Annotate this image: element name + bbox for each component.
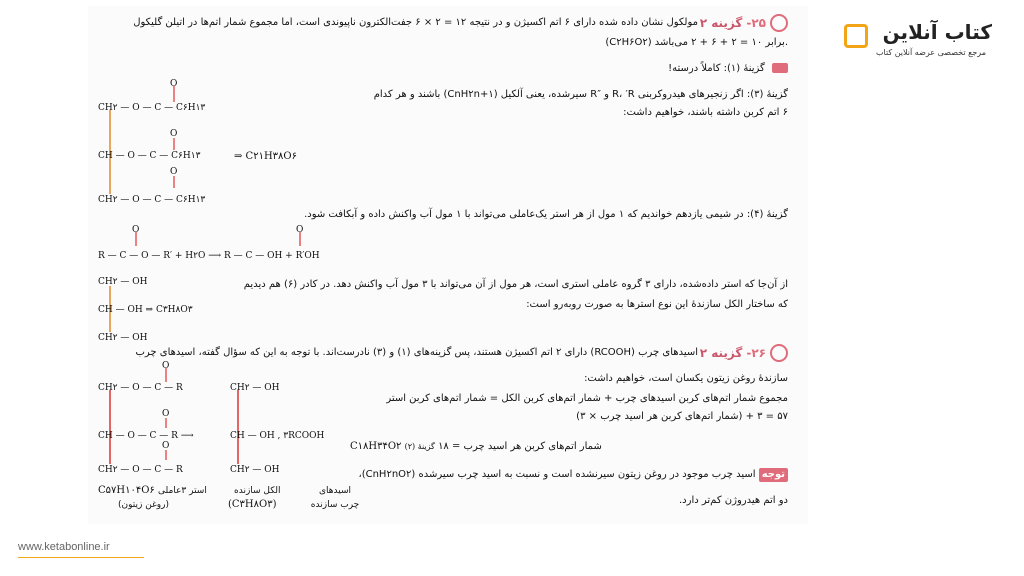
test-tubes-icon bbox=[772, 63, 788, 73]
logo-name: کتاب آنلاین bbox=[882, 20, 992, 44]
q26-line1: اسیدهای چرب (RCOOH) دارای ۲ اتم اکسیژن هستند، پس گزینه‌های (۱) و (۳) نادرست‌اند. با توجه به این که سؤال گفته، اسیدهای چرب bbox=[135, 347, 698, 358]
glycerol-structure bbox=[96, 272, 256, 348]
q25-p2: که ساختار الکل سازندهٔ این نوع استرها به صورت روبه‌رو است: bbox=[526, 299, 788, 310]
glycerol-mid: CH — OH ⇒ C۳H۸O۳ bbox=[98, 305, 193, 315]
q26-line5-option: گزینهٔ (۲) bbox=[404, 442, 435, 451]
url-underline bbox=[18, 557, 144, 558]
answer-label: گزینه ۲ bbox=[699, 16, 743, 30]
triester-bot: CH۲ — O — C — C۶H۱۳ bbox=[98, 195, 206, 205]
q25-opt4: گزینهٔ (۴): در شیمی یازدهم خواندیم که ۱ مول از هر استر یک‌عاملی می‌تواند با ۱ مول آب واکنش داده و آبکافت شود. bbox=[304, 209, 788, 220]
oil-bot: CH۲ — O — C — R bbox=[98, 465, 183, 475]
brand-logo[interactable] bbox=[840, 18, 1000, 60]
q26-line5-formula: C۱۸H۳۴O۲ bbox=[350, 441, 402, 452]
triester-mid: CH — O — C — C۶H۱۳ bbox=[98, 151, 201, 161]
q26-line3: مجموع شمار اتم‌های کربن اسیدهای چرب + شمار اتم‌های کربن الکل = شمار اتم‌های کربن استر bbox=[386, 393, 788, 404]
q25-line1: مولکول نشان داده شده دارای ۶ اتم اکسیژن و در نتیجه ۱۲ = ۲ × ۶ جفت‌الکترون ناپیوندی است، اما مجموع شمار اتم‌ها در اتیلن گلیکول bbox=[133, 17, 698, 28]
q25-opt3b: ۶ اتم کربن داشته باشند، خواهیم داشت: bbox=[623, 107, 788, 118]
q26-line4: ۵۷ = ۳ + (شمار اتم‌های کربن هر اسید چرب × ۳) bbox=[576, 411, 788, 422]
q26-note1-text: اسید چرب موجود در روغن زیتون سیرنشده است و نسبت به اسید چرب سیرشده (CnH۲nO۲)، bbox=[358, 469, 756, 480]
svg-text:O: O bbox=[162, 361, 170, 371]
svg-text:O: O bbox=[170, 129, 178, 139]
q26-note1 bbox=[358, 468, 788, 482]
gly2-bot: CH۲ — OH bbox=[230, 465, 280, 475]
watermark-url[interactable]: www.ketabonline.ir bbox=[18, 541, 110, 553]
q25-opt1-text: گزینهٔ (۱): کاملاً درسته! bbox=[668, 63, 765, 74]
question-number: ۲۵- bbox=[746, 16, 766, 30]
q26-line5-text: شمار اتم‌های کربن هر اسید چرب = ۱۸ bbox=[438, 441, 602, 452]
oil-top: CH۲ — O — C — R bbox=[98, 383, 183, 393]
logo-tagline: مرجع تخصصی عرضه آنلاین کتاب bbox=[875, 48, 986, 57]
glycerol-top: CH۲ — OH bbox=[98, 277, 148, 287]
q26-note2: دو اتم هیدروژن کم‌تر دارد. bbox=[679, 495, 788, 506]
svg-text:O: O bbox=[170, 79, 178, 89]
gly2-top: CH۲ — OH bbox=[230, 383, 280, 393]
svg-text:O: O bbox=[170, 167, 178, 177]
q25-line2: (C۲H۶O۲) برابر ۱۰ = ۲ + ۶ + ۲ می‌باشد. bbox=[605, 37, 788, 48]
circle-icon bbox=[770, 14, 788, 32]
ester-caption: استر ۳عاملی bbox=[158, 486, 207, 496]
question-number: ۲۶- bbox=[746, 346, 766, 360]
hydrolysis-equation bbox=[96, 224, 426, 268]
question-25-badge bbox=[700, 14, 788, 32]
acids-caption: اسیدهای چرب سازنده bbox=[310, 486, 360, 510]
note-tag: توجه bbox=[759, 468, 788, 482]
q25-opt3a: گزینهٔ (۳): اگر زنجیرهای هیدروکربنی R، ′R و ″R سیرشده، یعنی آلکیل (CnH۲n+۱) باشند و هر کدام bbox=[373, 89, 788, 100]
triester-structure bbox=[96, 76, 316, 212]
glycerol-bot: CH۲ — OH bbox=[98, 333, 148, 343]
alcohol-caption: الکل سازنده bbox=[234, 486, 281, 496]
solution-page bbox=[88, 6, 808, 524]
hydrolysis-text: R — C — O — R′ + H۲O ⟶ R — C — OH + R′OH bbox=[98, 251, 320, 261]
oil-mid: CH — O — C — R ⟶ bbox=[98, 431, 194, 441]
circle-icon bbox=[770, 344, 788, 362]
q25-p1: از آن‌جا که استر داده‌شده، دارای ۳ گروه عاملی استری است، هر مول از آن می‌تواند با ۳ مول آب واکنش دهد. در کادر (۶) هم دیدیم bbox=[243, 279, 788, 290]
triester-top: CH۲ — O — C — C۶H۱۳ bbox=[98, 103, 206, 113]
answer-label: گزینه ۲ bbox=[699, 346, 743, 360]
logo-icon bbox=[844, 24, 868, 48]
svg-text:O: O bbox=[162, 409, 170, 419]
question-26-badge bbox=[700, 344, 788, 362]
oil-formula: C۵۷H۱۰۴O۶ bbox=[98, 485, 155, 496]
svg-text:O: O bbox=[162, 441, 170, 451]
triester-product: ⇒ C۲۱H۳۸O۶ bbox=[234, 151, 297, 162]
glycerol-formula: (C۳H۸O۳) bbox=[228, 499, 277, 510]
gly2-mid: CH — OH , ۳RCOOH bbox=[230, 431, 325, 441]
q26-line2: سازندهٔ روغن زیتون یکسان است، خواهیم داشت: bbox=[584, 373, 788, 384]
olive-oil-structure bbox=[96, 360, 346, 482]
svg-text:O: O bbox=[296, 225, 304, 235]
q26-line5 bbox=[350, 440, 602, 454]
q25-opt1 bbox=[668, 62, 788, 76]
ester-caption-2: (روغن زیتون) bbox=[118, 500, 169, 510]
svg-text:O: O bbox=[132, 225, 140, 235]
